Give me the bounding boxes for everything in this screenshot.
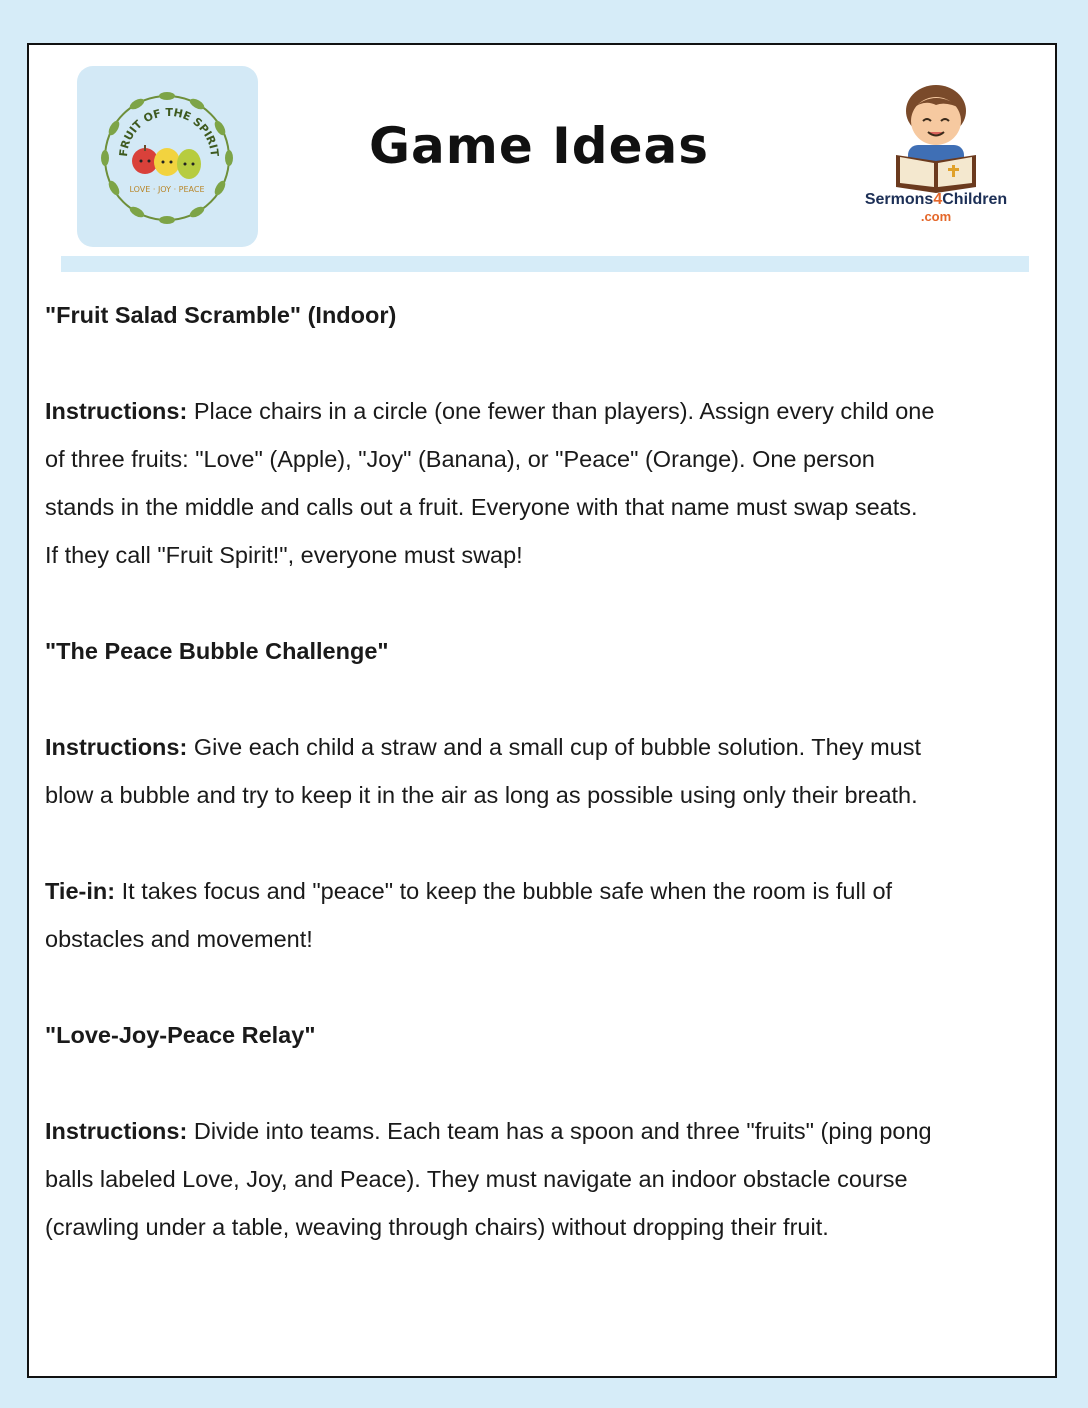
game-title: "Fruit Salad Scramble" (Indoor) bbox=[45, 302, 397, 328]
tiein-line: obstacles and movement! bbox=[45, 926, 313, 952]
tiein-line: Tie-in: It takes focus and "peace" to keep the bubble safe when the room is full of bbox=[45, 878, 893, 904]
instructions-line: Instructions: Place chairs in a circle (one fewer than players). Assign every child one bbox=[45, 398, 935, 424]
instructions-line: Instructions: Divide into teams. Each team has a spoon and three "fruits" (ping pong bbox=[45, 1118, 932, 1144]
logo-tagline: LOVE · JOY · PEACE bbox=[129, 185, 205, 194]
instructions-line: If they call "Fruit Spirit!", everyone must swap! bbox=[45, 542, 523, 568]
instructions-label: Instructions: bbox=[45, 734, 188, 760]
game-title: "The Peace Bubble Challenge" bbox=[45, 638, 389, 664]
fruit-of-the-spirit-logo bbox=[77, 66, 258, 247]
instructions-line: balls labeled Love, Joy, and Peace). They must navigate an indoor obstacle course bbox=[45, 1166, 908, 1192]
instructions-line: of three fruits: "Love" (Apple), "Joy" (Banana), or "Peace" (Orange). One person bbox=[45, 446, 875, 472]
spacer bbox=[45, 579, 1045, 627]
page-header bbox=[29, 45, 1055, 275]
header-divider bbox=[61, 256, 1029, 272]
spacer bbox=[45, 1059, 1045, 1107]
spacer bbox=[45, 819, 1045, 867]
brand-name: Sermons4Children bbox=[864, 191, 1008, 208]
instructions-line: stands in the middle and calls out a fruit. Everyone with that name must swap seats. bbox=[45, 494, 918, 520]
game-ideas-content bbox=[45, 291, 1045, 1251]
instructions-label: Instructions: bbox=[45, 1118, 188, 1144]
instructions-line: (crawling under a table, weaving through chairs) without dropping their fruit. bbox=[45, 1214, 829, 1240]
worksheet-page bbox=[27, 43, 1057, 1378]
page-title: Game Ideas bbox=[368, 117, 709, 175]
game-title: "Love-Joy-Peace Relay" bbox=[45, 1022, 316, 1048]
tiein-label: Tie-in: bbox=[45, 878, 116, 904]
logo-arc-text: FRUIT OF THE SPIRIT bbox=[116, 105, 222, 158]
spacer bbox=[45, 963, 1045, 1011]
brand-domain: .com bbox=[920, 209, 952, 224]
spacer bbox=[45, 675, 1045, 723]
sermons4children-logo bbox=[851, 79, 1021, 239]
instructions-line: Instructions: Give each child a straw and a small cup of bubble solution. They must bbox=[45, 734, 921, 760]
instructions-label: Instructions: bbox=[45, 398, 188, 424]
spacer bbox=[45, 339, 1045, 387]
boy-reading-bible-icon bbox=[876, 79, 996, 199]
instructions-line: blow a bubble and try to keep it in the air as long as possible using only their breath. bbox=[45, 782, 918, 808]
